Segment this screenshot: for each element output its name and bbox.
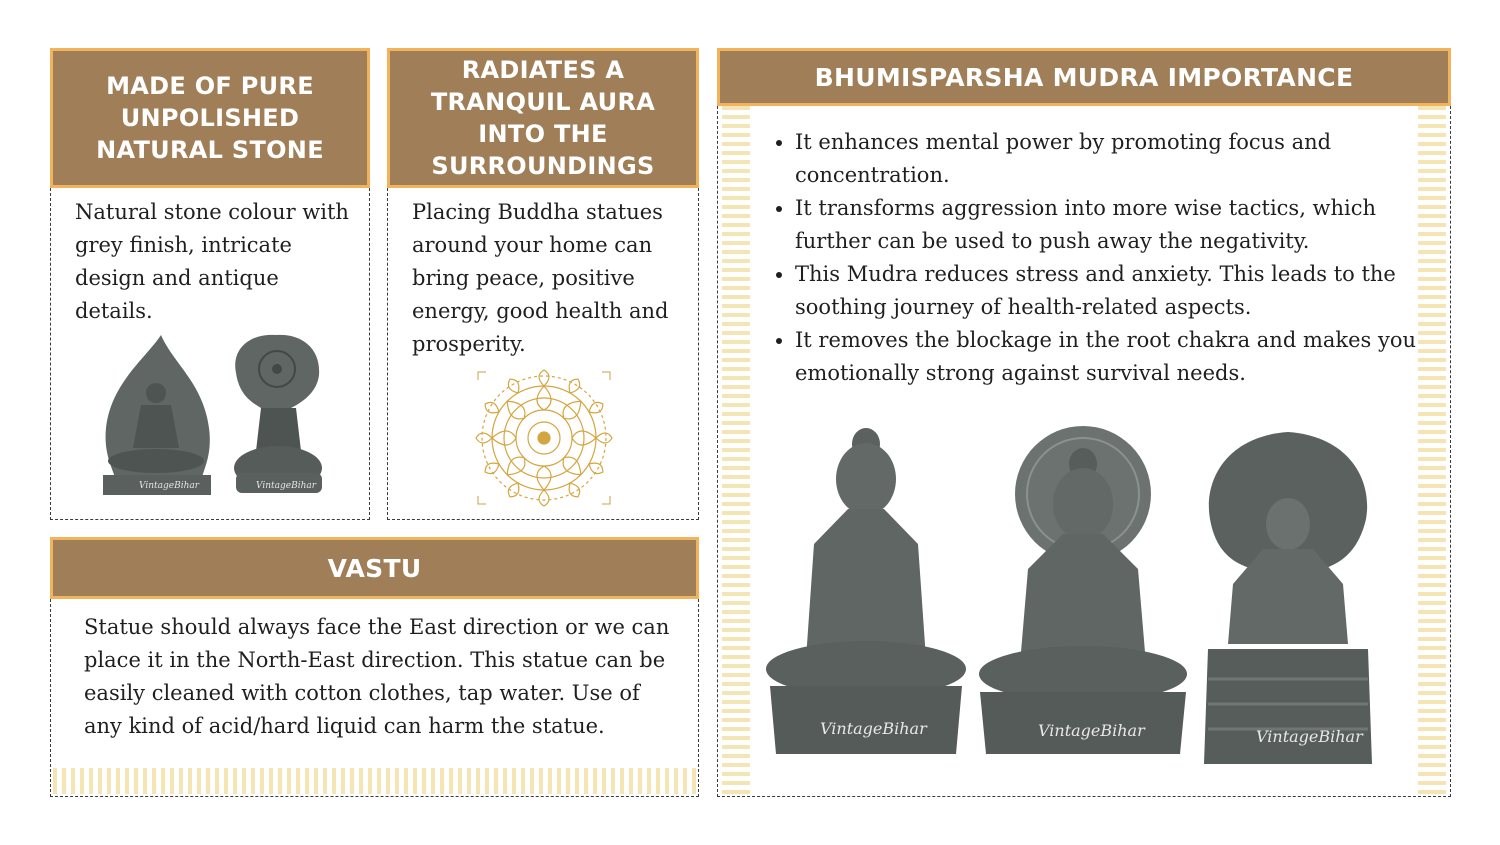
card-text: Placing Buddha statues around your home can bring peace, positive energy, good health and prosperity. — [412, 200, 669, 356]
card-text: Natural stone colour with grey finish, intricate design and antique details. — [75, 200, 349, 323]
gold-border-left — [722, 106, 750, 796]
gold-border-strip — [53, 768, 696, 794]
bullet-item: • It enhances mental power by promoting focus and concentration. — [795, 126, 1435, 192]
buddha-statue-halo-icon — [979, 426, 1187, 754]
card-text: Statue should always face the East direction or we can place it in the North-East direction. This statue can be easily cleaned with cotton clothes, tap water. Use of any kind of acid/hard liquid can harm the statue. — [84, 615, 670, 738]
card-title — [387, 48, 699, 188]
bullet-item: • This Mudra reduces stress and anxiety. This leads to the soothing journey of health-related aspects. — [795, 258, 1435, 324]
card-mudra-importance — [717, 48, 1451, 797]
buddha-statue-naga-icon — [234, 335, 322, 493]
buddha-statue-bodhi-leaf-icon — [103, 335, 211, 495]
card-title — [717, 48, 1451, 106]
card-title — [50, 48, 370, 188]
card-body — [50, 188, 370, 520]
mandala-icon — [474, 368, 614, 508]
card-body — [50, 599, 699, 797]
buddha-statue-naga-icon — [1204, 432, 1372, 764]
card-body — [387, 188, 699, 520]
card-natural-stone — [50, 48, 370, 520]
statue-watermark: VintageBihar — [139, 481, 200, 491]
bullet-item: • It removes the blockage in the root chakra and makes you emotionally strong against survival needs. — [795, 324, 1435, 390]
statue-watermark: VintageBihar — [1038, 721, 1145, 740]
card-title — [50, 537, 699, 599]
card-vastu — [50, 537, 699, 797]
card-body — [717, 106, 1451, 797]
statue-watermark: VintageBihar — [1256, 727, 1363, 746]
card-title-text: MADE OF PURE UNPOLISHED NATURAL STONE — [96, 72, 324, 164]
card-tranquil-aura — [387, 48, 699, 520]
bullet-item: • It transforms aggression into more wise tactics, which further can be used to push away the negativity. — [795, 192, 1435, 258]
mudra-bullet-list — [773, 126, 1435, 390]
statue-images — [758, 424, 1418, 774]
statue-images — [91, 333, 351, 508]
statue-watermark: VintageBihar — [256, 481, 317, 491]
card-title-text: BHUMISPARSHA MUDRA IMPORTANCE — [814, 62, 1354, 92]
card-title-text: RADIATES A TRANQUIL AURA INTO THE SURROUNDINGS — [430, 56, 656, 180]
card-title-text: VASTU — [327, 553, 422, 583]
buddha-statue-icon — [766, 428, 966, 754]
statue-watermark: VintageBihar — [820, 719, 927, 738]
